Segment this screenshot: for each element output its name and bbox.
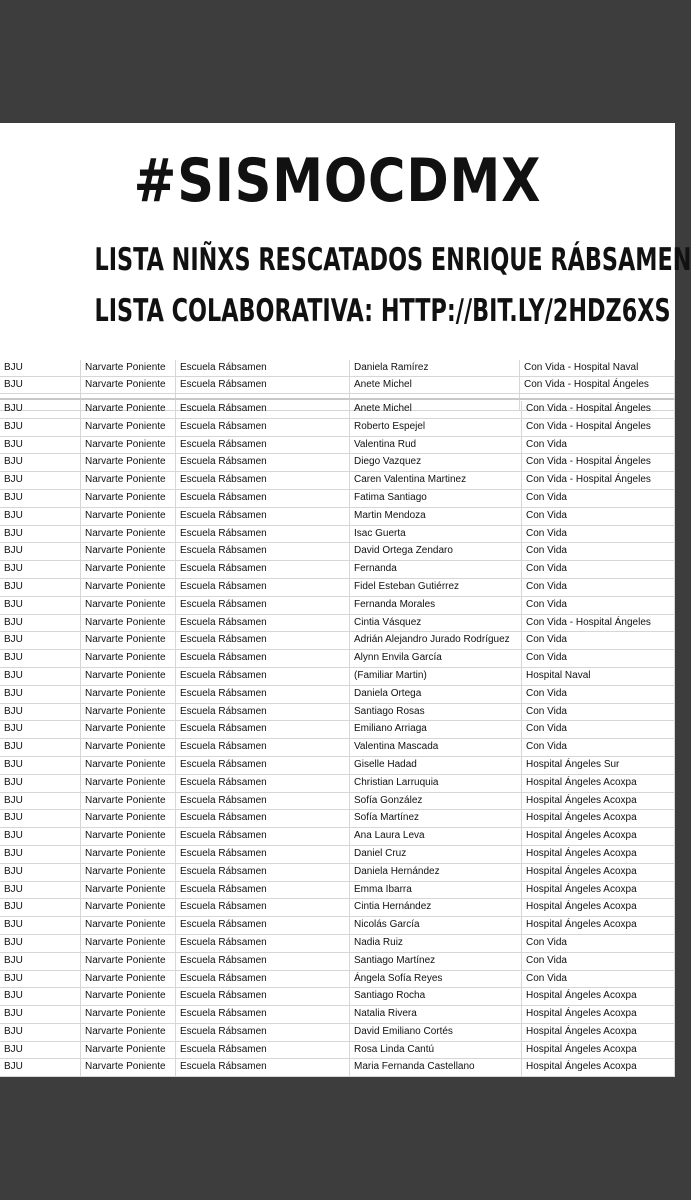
table-row xyxy=(0,971,675,989)
school-cell[interactable]: Escuela Rábsamen xyxy=(176,882,350,899)
table-row xyxy=(0,828,675,846)
colonia-cell[interactable]: Narvarte Poniente xyxy=(81,632,176,649)
colonia-cell[interactable]: Narvarte Poniente xyxy=(81,508,176,525)
alcaldia-cell[interactable]: BJU xyxy=(0,437,81,454)
status-cell[interactable]: Hospital Ángeles Acoxpa xyxy=(522,775,675,792)
table-row xyxy=(0,775,675,793)
table-row xyxy=(0,1006,675,1024)
colonia-cell[interactable]: Narvarte Poniente xyxy=(81,864,176,881)
alcaldia-cell[interactable]: BJU xyxy=(0,988,81,1005)
alcaldia-cell[interactable]: BJU xyxy=(0,454,81,471)
table-row xyxy=(0,526,675,544)
child-name-cell[interactable]: Nicolás García xyxy=(350,917,522,934)
alcaldia-cell[interactable]: BJU xyxy=(0,360,81,376)
spreadsheet xyxy=(0,360,675,1077)
alcaldia-cell[interactable]: BJU xyxy=(0,526,81,543)
colonia-cell[interactable]: Narvarte Poniente xyxy=(81,1006,176,1023)
alcaldia-cell[interactable]: BJU xyxy=(0,401,81,418)
colonia-cell[interactable]: Narvarte Poniente xyxy=(81,377,176,393)
school-cell[interactable]: Escuela Rábsamen xyxy=(176,597,350,614)
colonia-cell[interactable]: Narvarte Poniente xyxy=(81,810,176,827)
colonia-cell[interactable]: Narvarte Poniente xyxy=(81,579,176,596)
alcaldia-cell[interactable]: BJU xyxy=(0,419,81,436)
child-name-cell[interactable]: Christian Larruquia xyxy=(350,775,522,792)
alcaldia-cell[interactable]: BJU xyxy=(0,882,81,899)
table-row xyxy=(0,864,675,882)
status-cell[interactable]: Con Vida xyxy=(522,543,675,560)
child-name-cell[interactable]: David Ortega Zendaro xyxy=(350,543,522,560)
school-cell[interactable]: Escuela Rábsamen xyxy=(176,1024,350,1041)
school-cell[interactable]: Escuela Rábsamen xyxy=(176,1006,350,1023)
status-cell[interactable]: Con Vida xyxy=(522,597,675,614)
alcaldia-cell[interactable]: BJU xyxy=(0,1024,81,1041)
alcaldia-cell[interactable]: BJU xyxy=(0,543,81,560)
status-cell[interactable]: Hospital Naval xyxy=(522,668,675,685)
colonia-cell[interactable]: Narvarte Poniente xyxy=(81,686,176,703)
colonia-cell[interactable]: Narvarte Poniente xyxy=(81,543,176,560)
school-cell[interactable]: Escuela Rábsamen xyxy=(176,401,350,418)
colonia-cell[interactable]: Narvarte Poniente xyxy=(81,1042,176,1059)
child-name-cell[interactable]: Anete Michel xyxy=(350,377,520,393)
status-cell[interactable]: Hospital Ángeles Acoxpa xyxy=(522,917,675,934)
school-cell[interactable]: Escuela Rábsamen xyxy=(176,360,350,376)
screenshot-seam xyxy=(0,398,675,400)
status-cell[interactable]: Hospital Ángeles Acoxpa xyxy=(522,1024,675,1041)
school-cell[interactable]: Escuela Rábsamen xyxy=(176,971,350,988)
table-row xyxy=(0,882,675,900)
child-name-cell[interactable]: Valentina Rud xyxy=(350,437,522,454)
school-cell[interactable]: Escuela Rábsamen xyxy=(176,899,350,916)
alcaldia-cell[interactable]: BJU xyxy=(0,864,81,881)
alcaldia-cell[interactable]: BJU xyxy=(0,668,81,685)
colonia-cell[interactable]: Narvarte Poniente xyxy=(81,597,176,614)
status-cell[interactable]: Con Vida xyxy=(522,490,675,507)
alcaldia-cell[interactable]: BJU xyxy=(0,704,81,721)
status-cell[interactable]: Hospital Ángeles Acoxpa xyxy=(522,988,675,1005)
table-row xyxy=(0,721,675,739)
child-name-cell[interactable]: Ana Laura Leva xyxy=(350,828,522,845)
table-row xyxy=(0,508,675,526)
school-cell[interactable]: Escuela Rábsamen xyxy=(176,1059,350,1076)
table-row xyxy=(0,988,675,1006)
table-row xyxy=(0,579,675,597)
table-row xyxy=(0,935,675,953)
status-cell[interactable]: Hospital Ángeles Acoxpa xyxy=(522,1006,675,1023)
colonia-cell[interactable]: Narvarte Poniente xyxy=(81,704,176,721)
child-name-cell[interactable]: Nadia Ruiz xyxy=(350,935,522,952)
status-cell[interactable]: Hospital Ángeles Acoxpa xyxy=(522,828,675,845)
alcaldia-cell[interactable]: BJU xyxy=(0,953,81,970)
colonia-cell[interactable]: Narvarte Poniente xyxy=(81,828,176,845)
status-cell[interactable]: Con Vida xyxy=(522,953,675,970)
child-name-cell[interactable]: Cintia Vásquez xyxy=(350,615,522,632)
child-name-cell[interactable]: Daniela Ramírez xyxy=(350,360,520,376)
header-banner xyxy=(0,123,691,360)
list-title: LISTA NIÑXS RESCATADOS ENRIQUE RÁBSAMEN xyxy=(94,242,691,278)
table-row xyxy=(0,615,675,633)
school-cell[interactable]: Escuela Rábsamen xyxy=(176,632,350,649)
colonia-cell[interactable]: Narvarte Poniente xyxy=(81,419,176,436)
colonia-cell[interactable]: Narvarte Poniente xyxy=(81,739,176,756)
alcaldia-cell[interactable]: BJU xyxy=(0,971,81,988)
table-row xyxy=(0,632,675,650)
status-cell[interactable]: Con Vida - Hospital Ángeles xyxy=(522,454,675,471)
child-name-cell[interactable]: Martin Mendoza xyxy=(350,508,522,525)
school-cell[interactable]: Escuela Rábsamen xyxy=(176,935,350,952)
colonia-cell[interactable]: Narvarte Poniente xyxy=(81,775,176,792)
child-name-cell[interactable]: Giselle Hadad xyxy=(350,757,522,774)
status-cell[interactable]: Con Vida xyxy=(522,935,675,952)
colonia-cell[interactable]: Narvarte Poniente xyxy=(81,1024,176,1041)
colonia-cell[interactable]: Narvarte Poniente xyxy=(81,454,176,471)
child-name-cell[interactable]: Sofía Martínez xyxy=(350,810,522,827)
alcaldia-cell[interactable]: BJU xyxy=(0,508,81,525)
colonia-cell[interactable]: Narvarte Poniente xyxy=(81,561,176,578)
colonia-cell[interactable]: Narvarte Poniente xyxy=(81,757,176,774)
status-cell[interactable]: Hospital Ángeles Acoxpa xyxy=(522,846,675,863)
status-cell[interactable]: Con Vida xyxy=(522,561,675,578)
child-name-cell[interactable]: Daniel Cruz xyxy=(350,846,522,863)
table-row xyxy=(0,917,675,935)
bottom-dark-band xyxy=(0,1077,675,1200)
child-name-cell[interactable]: Valentina Mascada xyxy=(350,739,522,756)
child-name-cell[interactable]: Diego Vazquez xyxy=(350,454,522,471)
status-cell[interactable]: Hospital Ángeles Sur xyxy=(522,757,675,774)
status-cell[interactable]: Con Vida - Hospital Ángeles xyxy=(522,401,675,418)
table-row xyxy=(0,846,675,864)
colonia-cell[interactable]: Narvarte Poniente xyxy=(81,490,176,507)
school-cell[interactable]: Escuela Rábsamen xyxy=(176,864,350,881)
status-cell[interactable]: Hospital Ángeles Acoxpa xyxy=(522,1042,675,1059)
child-name-cell[interactable]: Daniela Ortega xyxy=(350,686,522,703)
school-cell[interactable]: Escuela Rábsamen xyxy=(176,561,350,578)
colonia-cell[interactable]: Narvarte Poniente xyxy=(81,668,176,685)
school-cell[interactable]: Escuela Rábsamen xyxy=(176,377,350,393)
school-cell[interactable]: Escuela Rábsamen xyxy=(176,828,350,845)
table-row xyxy=(0,899,675,917)
status-cell[interactable]: Con Vida xyxy=(522,721,675,738)
child-name-cell[interactable]: Ángela Sofía Reyes xyxy=(350,971,522,988)
child-name-cell[interactable]: Caren Valentina Martinez xyxy=(350,472,522,489)
table-row xyxy=(0,953,675,971)
table-row xyxy=(0,757,675,775)
alcaldia-cell[interactable]: BJU xyxy=(0,810,81,827)
school-cell[interactable]: Escuela Rábsamen xyxy=(176,454,350,471)
colonia-cell[interactable]: Narvarte Poniente xyxy=(81,953,176,970)
child-name-cell[interactable]: Sofía González xyxy=(350,793,522,810)
child-name-cell[interactable]: (Familiar Martin) xyxy=(350,668,522,685)
table-row xyxy=(0,437,675,455)
school-cell[interactable]: Escuela Rábsamen xyxy=(176,526,350,543)
table-row xyxy=(0,377,675,394)
table-row xyxy=(0,686,675,704)
colonia-cell[interactable]: Narvarte Poniente xyxy=(81,971,176,988)
status-cell[interactable]: Hospital Ángeles Acoxpa xyxy=(522,864,675,881)
school-cell[interactable]: Escuela Rábsamen xyxy=(176,437,350,454)
table-row xyxy=(0,793,675,811)
child-name-cell[interactable]: Emiliano Arriaga xyxy=(350,721,522,738)
table-row xyxy=(0,1024,675,1042)
alcaldia-cell[interactable]: BJU xyxy=(0,1006,81,1023)
school-cell[interactable]: Escuela Rábsamen xyxy=(176,810,350,827)
school-cell[interactable]: Escuela Rábsamen xyxy=(176,704,350,721)
status-cell[interactable]: Con Vida xyxy=(522,579,675,596)
colonia-cell[interactable]: Narvarte Poniente xyxy=(81,917,176,934)
colonia-cell[interactable]: Narvarte Poniente xyxy=(81,988,176,1005)
table-row xyxy=(0,490,675,508)
alcaldia-cell[interactable]: BJU xyxy=(0,377,81,393)
alcaldia-cell[interactable]: BJU xyxy=(0,846,81,863)
table-row xyxy=(0,543,675,561)
child-name-cell[interactable]: Fidel Esteban Gutiérrez xyxy=(350,579,522,596)
alcaldia-cell[interactable]: BJU xyxy=(0,615,81,632)
child-name-cell[interactable]: Fernanda xyxy=(350,561,522,578)
table-row xyxy=(0,1042,675,1060)
school-cell[interactable]: Escuela Rábsamen xyxy=(176,775,350,792)
school-cell[interactable]: Escuela Rábsamen xyxy=(176,668,350,685)
alcaldia-cell[interactable]: BJU xyxy=(0,775,81,792)
colonia-cell[interactable]: Narvarte Poniente xyxy=(81,899,176,916)
status-cell[interactable]: Con Vida - Hospital Ángeles xyxy=(520,377,675,393)
colonia-cell[interactable]: Narvarte Poniente xyxy=(81,935,176,952)
child-name-cell[interactable]: Roberto Espejel xyxy=(350,419,522,436)
child-name-cell[interactable]: Santiago Rocha xyxy=(350,988,522,1005)
child-name-cell[interactable]: Isac Guerta xyxy=(350,526,522,543)
alcaldia-cell[interactable]: BJU xyxy=(0,899,81,916)
child-name-cell[interactable]: Rosa Linda Cantú xyxy=(350,1042,522,1059)
child-name-cell[interactable]: Fatima Santiago xyxy=(350,490,522,507)
alcaldia-cell[interactable]: BJU xyxy=(0,1059,81,1076)
school-cell[interactable]: Escuela Rábsamen xyxy=(176,917,350,934)
alcaldia-cell[interactable]: BJU xyxy=(0,472,81,489)
child-name-cell[interactable]: Emma Ibarra xyxy=(350,882,522,899)
alcaldia-cell[interactable]: BJU xyxy=(0,597,81,614)
alcaldia-cell[interactable]: BJU xyxy=(0,561,81,578)
status-cell[interactable]: Con Vida xyxy=(522,437,675,454)
table-row xyxy=(0,704,675,722)
child-name-cell[interactable]: Natalia Rivera xyxy=(350,1006,522,1023)
colonia-cell[interactable]: Narvarte Poniente xyxy=(81,615,176,632)
alcaldia-cell[interactable]: BJU xyxy=(0,579,81,596)
school-cell[interactable]: Escuela Rábsamen xyxy=(176,846,350,863)
child-name-cell[interactable]: Maria Fernanda Castellano xyxy=(350,1059,522,1076)
school-cell[interactable]: Escuela Rábsamen xyxy=(176,508,350,525)
table-row xyxy=(0,1059,675,1077)
top-dark-band xyxy=(0,0,675,123)
school-cell[interactable]: Escuela Rábsamen xyxy=(176,721,350,738)
school-cell[interactable]: Escuela Rábsamen xyxy=(176,543,350,560)
status-cell[interactable]: Con Vida xyxy=(522,526,675,543)
school-cell[interactable]: Escuela Rábsamen xyxy=(176,650,350,667)
table-row xyxy=(0,561,675,579)
alcaldia-cell[interactable]: BJU xyxy=(0,650,81,667)
school-cell[interactable]: Escuela Rábsamen xyxy=(176,953,350,970)
table-row xyxy=(0,401,675,419)
school-cell[interactable]: Escuela Rábsamen xyxy=(176,739,350,756)
status-cell[interactable]: Con Vida xyxy=(522,686,675,703)
child-name-cell[interactable]: Fernanda Morales xyxy=(350,597,522,614)
status-cell[interactable]: Con Vida xyxy=(522,704,675,721)
colonia-cell[interactable]: Narvarte Poniente xyxy=(81,1059,176,1076)
colonia-cell[interactable]: Narvarte Poniente xyxy=(81,526,176,543)
status-cell[interactable]: Hospital Ángeles Acoxpa xyxy=(522,1059,675,1076)
status-cell[interactable]: Con Vida xyxy=(522,632,675,649)
table-row xyxy=(0,650,675,668)
child-name-cell[interactable]: Daniela Hernández xyxy=(350,864,522,881)
alcaldia-cell[interactable]: BJU xyxy=(0,935,81,952)
school-cell[interactable]: Escuela Rábsamen xyxy=(176,490,350,507)
colonia-cell[interactable]: Narvarte Poniente xyxy=(81,882,176,899)
school-cell[interactable]: Escuela Rábsamen xyxy=(176,757,350,774)
school-cell[interactable]: Escuela Rábsamen xyxy=(176,793,350,810)
alcaldia-cell[interactable]: BJU xyxy=(0,1042,81,1059)
table-row xyxy=(0,739,675,757)
status-cell[interactable]: Con Vida - Hospital Naval xyxy=(520,360,675,376)
alcaldia-cell[interactable]: BJU xyxy=(0,490,81,507)
alcaldia-cell[interactable]: BJU xyxy=(0,828,81,845)
colonia-cell[interactable]: Narvarte Poniente xyxy=(81,401,176,418)
school-cell[interactable]: Escuela Rábsamen xyxy=(176,579,350,596)
table-row xyxy=(0,360,675,377)
status-cell[interactable]: Con Vida - Hospital Ángeles xyxy=(522,419,675,436)
school-cell[interactable]: Escuela Rábsamen xyxy=(176,419,350,436)
spreadsheet-table xyxy=(0,401,675,1113)
colonia-cell[interactable]: Narvarte Poniente xyxy=(81,793,176,810)
status-cell[interactable]: Hospital Ángeles Acoxpa xyxy=(522,810,675,827)
school-cell[interactable]: Escuela Rábsamen xyxy=(176,472,350,489)
table-row xyxy=(0,597,675,615)
colonia-cell[interactable]: Narvarte Poniente xyxy=(81,846,176,863)
status-cell[interactable]: Con Vida xyxy=(522,971,675,988)
colonia-cell[interactable]: Narvarte Poniente xyxy=(81,437,176,454)
table-row xyxy=(0,419,675,437)
child-name-cell[interactable]: Alynn Envila García xyxy=(350,650,522,667)
child-name-cell[interactable]: Anete Michel xyxy=(350,401,522,418)
school-cell[interactable]: Escuela Rábsamen xyxy=(176,1042,350,1059)
child-name-cell[interactable]: Santiago Rosas xyxy=(350,704,522,721)
child-name-cell[interactable]: David Emiliano Cortés xyxy=(350,1024,522,1041)
child-name-cell[interactable]: Cintia Hernández xyxy=(350,899,522,916)
alcaldia-cell[interactable]: BJU xyxy=(0,721,81,738)
status-cell[interactable]: Con Vida xyxy=(522,650,675,667)
child-name-cell[interactable]: Adrián Alejandro Jurado Rodríguez xyxy=(350,632,522,649)
alcaldia-cell[interactable]: BJU xyxy=(0,757,81,774)
status-cell[interactable]: Con Vida xyxy=(522,739,675,756)
table-row xyxy=(0,454,675,472)
child-name-cell[interactable]: Santiago Martínez xyxy=(350,953,522,970)
table-row xyxy=(0,668,675,686)
table-row xyxy=(0,472,675,490)
spreadsheet-top-fragment xyxy=(0,360,675,398)
alcaldia-cell[interactable]: BJU xyxy=(0,917,81,934)
status-cell[interactable]: Hospital Ángeles Acoxpa xyxy=(522,882,675,899)
alcaldia-cell[interactable]: BJU xyxy=(0,739,81,756)
status-cell[interactable]: Con Vida xyxy=(522,508,675,525)
colonia-cell[interactable]: Narvarte Poniente xyxy=(81,360,176,376)
alcaldia-cell[interactable]: BJU xyxy=(0,686,81,703)
school-cell[interactable]: Escuela Rábsamen xyxy=(176,988,350,1005)
school-cell[interactable]: Escuela Rábsamen xyxy=(176,615,350,632)
status-cell[interactable]: Hospital Ángeles Acoxpa xyxy=(522,899,675,916)
alcaldia-cell[interactable]: BJU xyxy=(0,793,81,810)
collab-link[interactable]: LISTA COLABORATIVA: HTTP://BIT.LY/2HDZ6XS xyxy=(94,293,671,329)
colonia-cell[interactable]: Narvarte Poniente xyxy=(81,650,176,667)
status-cell[interactable]: Con Vida - Hospital Ángeles xyxy=(522,615,675,632)
hashtag-title: #SISMOCDMX xyxy=(133,146,542,216)
status-cell[interactable]: Con Vida - Hospital Ángeles xyxy=(522,472,675,489)
school-cell[interactable]: Escuela Rábsamen xyxy=(176,686,350,703)
alcaldia-cell[interactable]: BJU xyxy=(0,632,81,649)
status-cell[interactable]: Hospital Ángeles Acoxpa xyxy=(522,793,675,810)
colonia-cell[interactable]: Narvarte Poniente xyxy=(81,472,176,489)
colonia-cell[interactable]: Narvarte Poniente xyxy=(81,721,176,738)
table-row xyxy=(0,810,675,828)
